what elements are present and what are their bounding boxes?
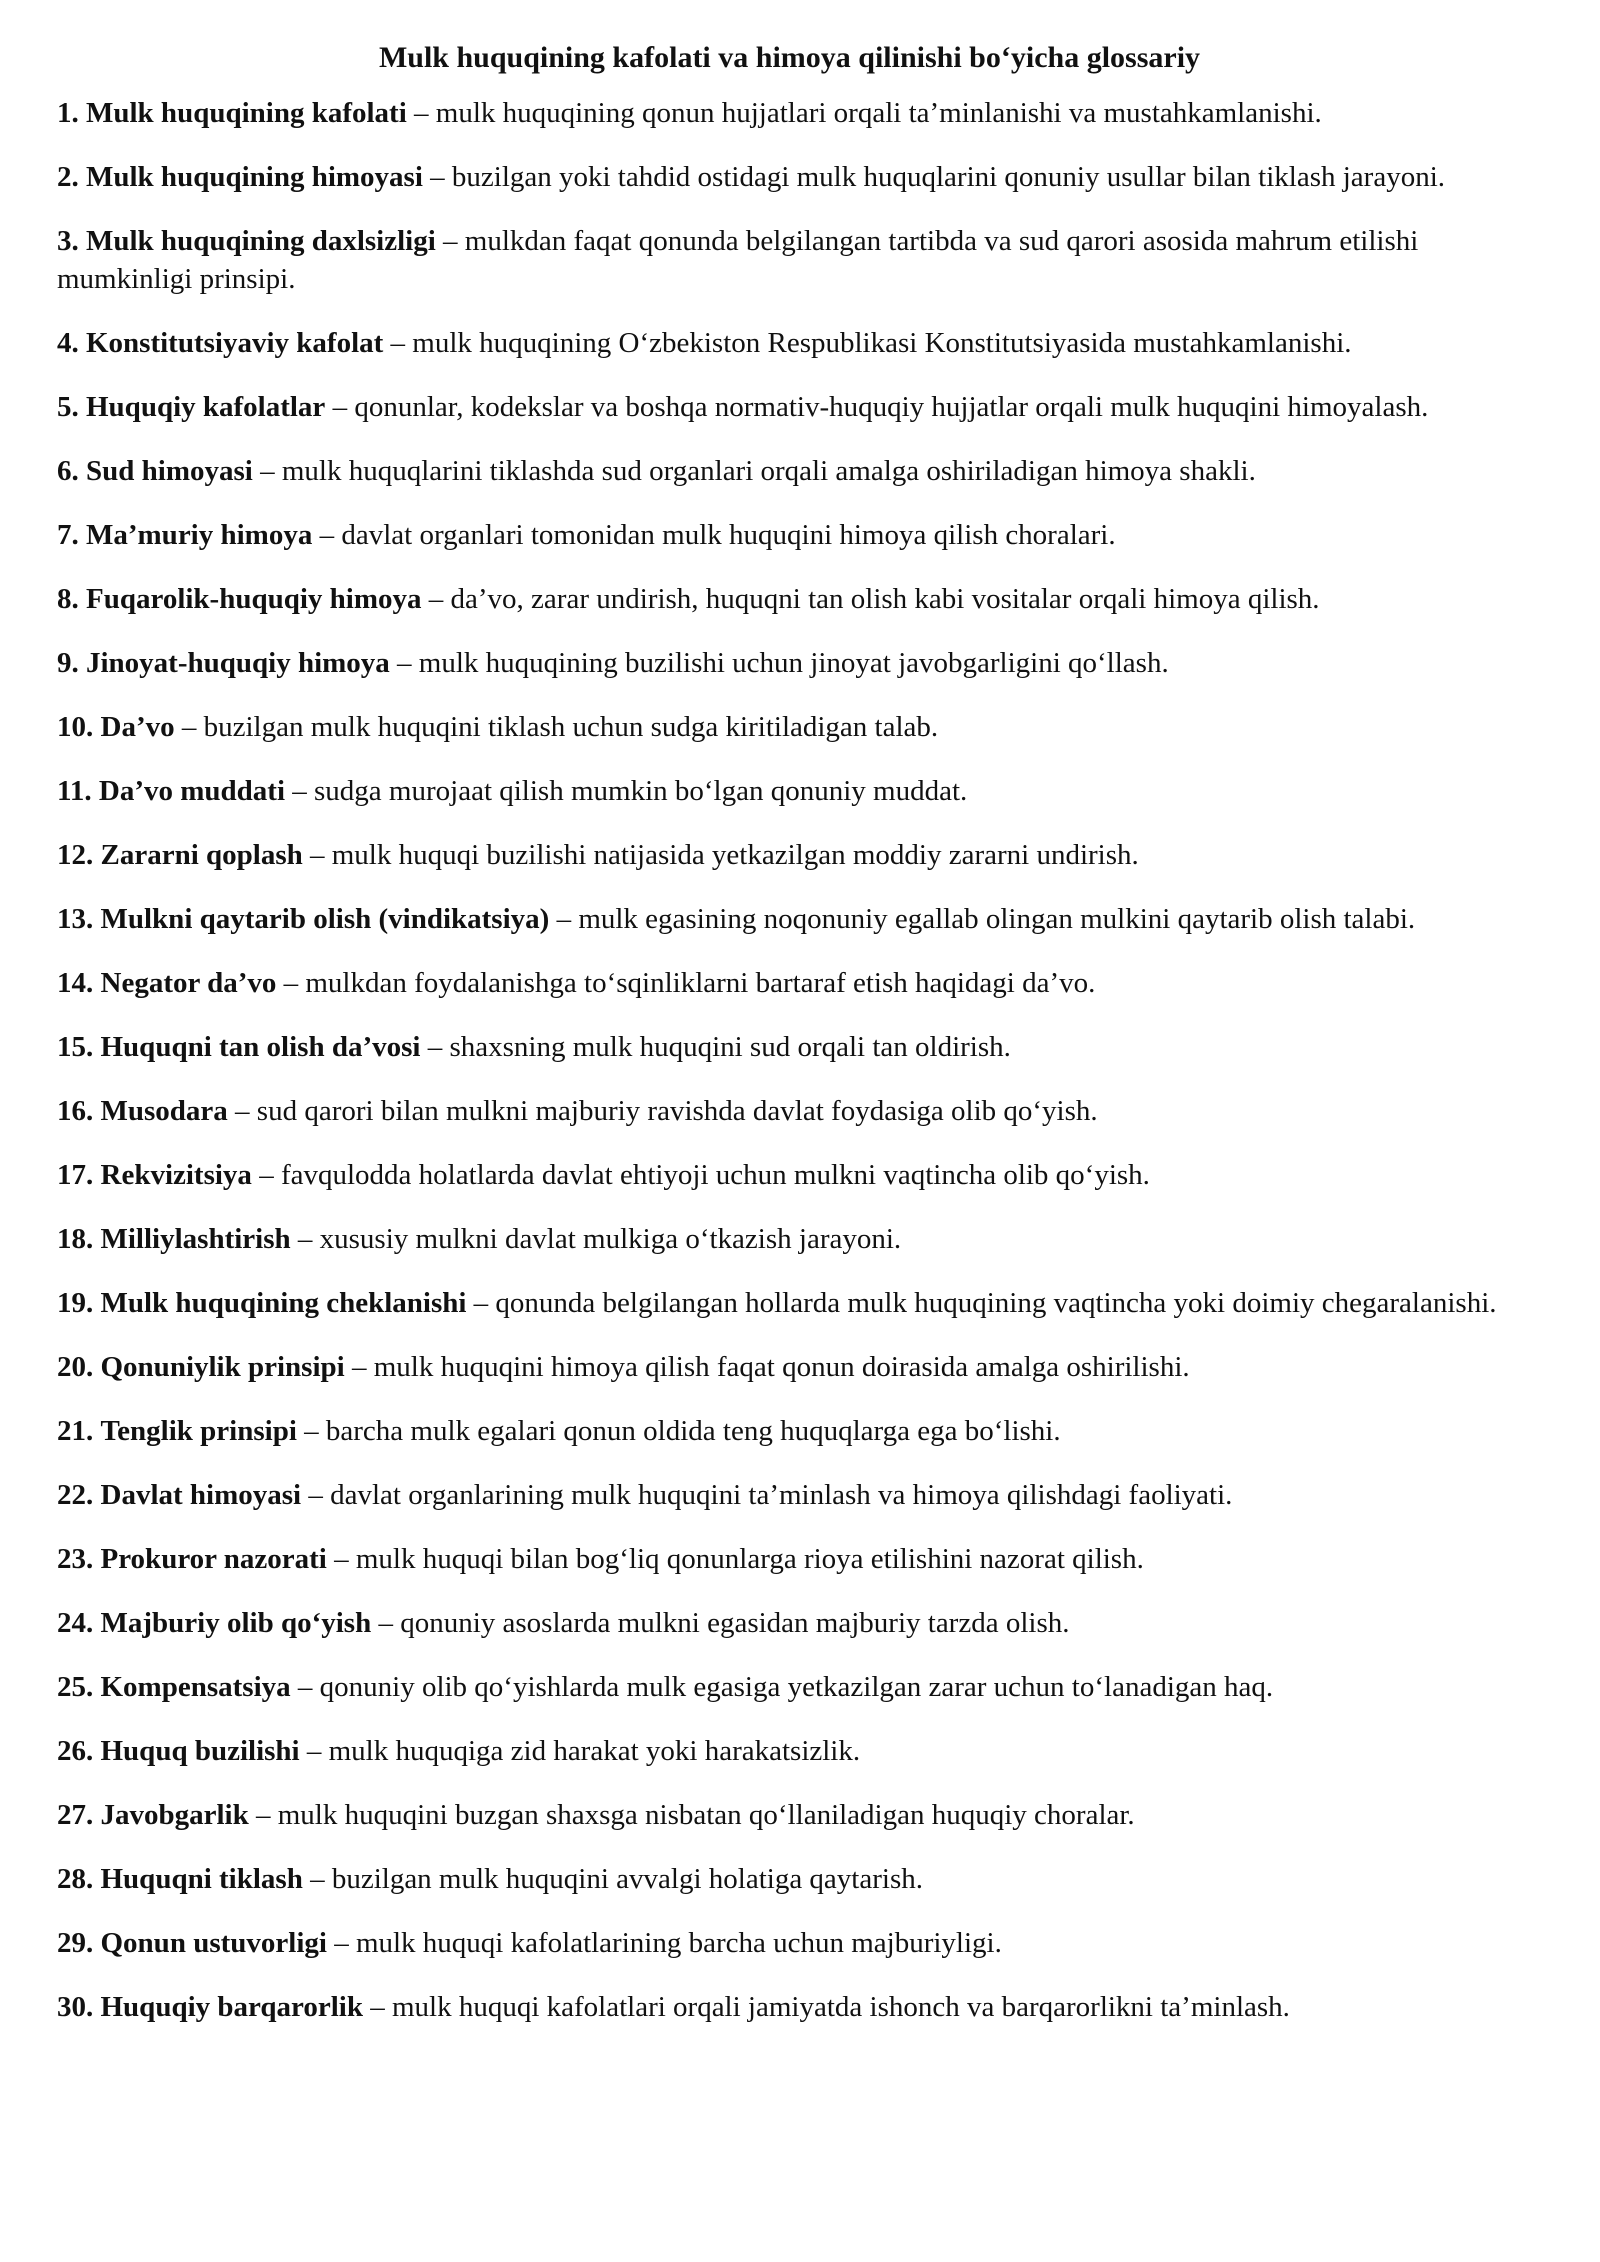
glossary-entry <box>57 1924 1522 1962</box>
entry-number: 11. <box>57 775 92 807</box>
glossary-entry <box>57 158 1522 196</box>
entry-definition: qonunda belgilangan hollarda mulk huquqining vaqtincha yoki doimiy chegaralanishi. <box>495 1287 1497 1319</box>
entry-definition: mulk huquqining qonun hujjatlari orqali taʼminlanishi va mustahkamlanishi. <box>435 97 1322 129</box>
entry-number: 21. <box>57 1415 94 1447</box>
entry-term: Prokuror nazorati <box>100 1543 327 1575</box>
entry-separator: – <box>319 519 335 551</box>
entry-definition: favqulodda holatlarda davlat ehtiyoji uchun mulkni vaqtincha olib qoʻyish. <box>280 1159 1150 1191</box>
entry-definition: mulk huquqini buzgan shaxsga nisbatan qoʻllaniladigan huquqiy choralar. <box>277 1799 1135 1831</box>
entry-term: Javobgarlik <box>100 1799 249 1831</box>
entry-definition: shaxsning mulk huquqini sud orqali tan oldirish. <box>449 1031 1011 1063</box>
entry-number: 30. <box>57 1991 94 2023</box>
glossary-entry <box>57 772 1522 810</box>
entry-separator: – <box>256 1799 271 1831</box>
entry-term: Qonuniylik prinsipi <box>100 1351 345 1383</box>
entry-definition: buzilgan yoki tahdid ostidagi mulk huquqlarini qonuniy usullar bilan tiklash jarayoni. <box>451 161 1445 193</box>
entry-number: 17. <box>57 1159 94 1191</box>
entry-definition: qonuniy asoslarda mulkni egasidan majburiy tarzda olish. <box>400 1607 1070 1639</box>
entry-definition: mulk huquqini himoya qilish faqat qonun doirasida amalga oshirilishi. <box>373 1351 1190 1383</box>
entry-separator: – <box>430 161 445 193</box>
entry-term: Milliylashtirish <box>100 1223 291 1255</box>
entry-number: 22. <box>57 1479 94 1511</box>
glossary-entry <box>57 836 1522 874</box>
entry-number: 8. <box>57 583 79 615</box>
entry-separator: – <box>306 1735 322 1767</box>
entry-definition: mulk huquqlarini tiklashda sud organlari orqali amalga oshiriladigan himoya shakli. <box>281 455 1256 487</box>
entry-definition: mulk huquqining buzilishi uchun jinoyat javobgarligini qoʻllash. <box>418 647 1169 679</box>
entry-definition: mulk egasining noqonuniy egallab olingan mulkini qaytarib olish talabi. <box>578 903 1416 935</box>
entry-term: Tenglik prinsipi <box>100 1415 297 1447</box>
entry-number: 1. <box>57 97 79 129</box>
entry-separator: – <box>473 1287 489 1319</box>
entry-term: Mulk huquqining cheklanishi <box>100 1287 467 1319</box>
entry-definition: mulk huquqi buzilishi natijasida yetkazilgan moddiy zararni undirish. <box>331 839 1139 871</box>
entry-separator: – <box>414 97 429 129</box>
entry-separator: – <box>260 455 275 487</box>
glossary-entry <box>57 1348 1522 1386</box>
glossary-entry <box>57 644 1522 682</box>
glossary-list <box>57 94 1522 2026</box>
entry-separator: – <box>334 1543 349 1575</box>
entry-term: Huquqiy barqarorlik <box>100 1991 363 2023</box>
entry-number: 3. <box>57 225 79 257</box>
entry-separator: – <box>310 1863 325 1895</box>
glossary-entry <box>57 1284 1522 1322</box>
entry-separator: – <box>308 1479 323 1511</box>
entry-term: Majburiy olib qoʻyish <box>100 1607 372 1639</box>
glossary-entry <box>57 1796 1522 1834</box>
glossary-entry <box>57 1156 1522 1194</box>
entry-term: Jinoyat-huquqiy himoya <box>86 647 390 679</box>
entry-definition: mulk huquqiga zid harakat yoki harakatsizlik. <box>328 1735 861 1767</box>
entry-definition: mulk huquqi kafolatlarining barcha uchun majburiyligi. <box>355 1927 1002 1959</box>
glossary-entry <box>57 1476 1522 1514</box>
glossary-entry <box>57 222 1522 298</box>
entry-term: Rekvizitsiya <box>100 1159 252 1191</box>
entry-definition: buzilgan mulk huquqini avvalgi holatiga qaytarish. <box>331 1863 923 1895</box>
entry-separator: – <box>304 1415 319 1447</box>
glossary-entry <box>57 1732 1522 1770</box>
entry-term: Huquq buzilishi <box>100 1735 300 1767</box>
entry-term: Huquqni tiklash <box>100 1863 303 1895</box>
entry-separator: – <box>428 583 444 615</box>
entry-definition: davlat organlarining mulk huquqini taʼminlash va himoya qilishdagi faoliyati. <box>330 1479 1233 1511</box>
entry-number: 24. <box>57 1607 94 1639</box>
entry-number: 15. <box>57 1031 94 1063</box>
entry-definition: sud qarori bilan mulkni majburiy ravishda davlat foydasiga olib qoʻyish. <box>256 1095 1098 1127</box>
entry-term: Huquqiy kafolatlar <box>86 391 326 423</box>
glossary-entry <box>57 1220 1522 1258</box>
entry-definition: xususiy mulkni davlat mulkiga oʻtkazish jarayoni. <box>319 1223 902 1255</box>
entry-term: Mulk huquqining daxlsizligi <box>86 225 436 257</box>
glossary-entry <box>57 580 1522 618</box>
entry-number: 23. <box>57 1543 94 1575</box>
entry-number: 29. <box>57 1927 94 1959</box>
entry-term: Mulk huquqining kafolati <box>86 97 407 129</box>
entry-term: Zararni qoplash <box>100 839 303 871</box>
glossary-entry <box>57 1092 1522 1130</box>
entry-separator: – <box>310 839 325 871</box>
entry-definition: mulkdan faqat qonunda belgilangan tartibda va sud qarori asosida mahrum etilishi mumkinligi prinsipi. <box>57 225 1419 295</box>
entry-term: Davlat himoyasi <box>100 1479 302 1511</box>
entry-term: Fuqarolik-huquqiy himoya <box>86 583 422 615</box>
entry-definition: mulk huquqi bilan bogʻliq qonunlarga rioya etilishini nazorat qilish. <box>355 1543 1144 1575</box>
entry-separator: – <box>297 1671 313 1703</box>
entry-definition: daʼvo, zarar undirish, huquqni tan olish kabi vositalar orqali himoya qilish. <box>450 583 1320 615</box>
entry-separator: – <box>259 1159 274 1191</box>
glossary-entry <box>57 94 1522 132</box>
entry-number: 6. <box>57 455 79 487</box>
glossary-entry <box>57 1540 1522 1578</box>
entry-number: 13. <box>57 903 94 935</box>
entry-definition: mulk huquqining Oʻzbekiston Respublikasi Konstitutsiyasida mustahkamlanishi. <box>412 327 1352 359</box>
entry-separator: – <box>397 647 412 679</box>
entry-number: 18. <box>57 1223 94 1255</box>
entry-number: 14. <box>57 967 94 999</box>
entry-separator: – <box>556 903 572 935</box>
entry-term: Kompensatsiya <box>100 1671 291 1703</box>
entry-term: Musodara <box>100 1095 228 1127</box>
glossary-entry <box>57 1604 1522 1642</box>
entry-number: 5. <box>57 391 79 423</box>
entry-separator: – <box>427 1031 443 1063</box>
glossary-entry <box>57 708 1522 746</box>
entry-definition: barcha mulk egalari qonun oldida teng huquqlarga ega boʻlishi. <box>325 1415 1061 1447</box>
entry-separator: – <box>378 1607 393 1639</box>
entry-separator: – <box>370 1991 385 2023</box>
entry-separator: – <box>351 1351 367 1383</box>
entry-term: Daʼvo <box>100 711 175 743</box>
entry-number: 25. <box>57 1671 94 1703</box>
glossary-entry <box>57 452 1522 490</box>
entry-term: Konstitutsiyaviy kafolat <box>86 327 384 359</box>
entry-definition: qonuniy olib qoʻyishlarda mulk egasiga yetkazilgan zarar uchun toʻlanadigan haq. <box>319 1671 1274 1703</box>
glossary-entry <box>57 1860 1522 1898</box>
entry-term: Negator daʼvo <box>100 967 277 999</box>
entry-term: Huquqni tan olish daʼvosi <box>100 1031 421 1063</box>
entry-number: 4. <box>57 327 79 359</box>
entry-separator: – <box>297 1223 313 1255</box>
entry-term: Maʼmuriy himoya <box>86 519 313 551</box>
document-title: Mulk huquqining kafolati va himoya qilinishi boʻyicha glossariy <box>378 41 1201 74</box>
entry-definition: buzilgan mulk huquqini tiklash uchun sudga kiritiladigan talab. <box>203 711 939 743</box>
glossary-entry <box>57 900 1522 938</box>
entry-term: Qonun ustuvorligi <box>100 1927 327 1959</box>
entry-number: 9. <box>57 647 79 679</box>
entry-separator: – <box>292 775 307 807</box>
entry-number: 16. <box>57 1095 94 1127</box>
glossary-entry <box>57 388 1522 426</box>
glossary-entry <box>57 516 1522 554</box>
entry-definition: qonunlar, kodekslar va boshqa normativ-huquqiy hujjatlar orqali mulk huquqini himoyalash. <box>354 391 1429 423</box>
glossary-entry <box>57 324 1522 362</box>
entry-number: 10. <box>57 711 94 743</box>
entry-number: 2. <box>57 161 79 193</box>
glossary-entry <box>57 1988 1522 2026</box>
entry-number: 12. <box>57 839 94 871</box>
entry-separator: – <box>283 967 299 999</box>
entry-term: Sud himoyasi <box>86 455 253 487</box>
entry-definition: sudga murojaat qilish mumkin boʻlgan qonuniy muddat. <box>314 775 968 807</box>
entry-separator: – <box>443 225 458 257</box>
glossary-entry <box>57 1668 1522 1706</box>
glossary-entry <box>57 964 1522 1002</box>
entry-number: 28. <box>57 1863 94 1895</box>
entry-number: 20. <box>57 1351 94 1383</box>
entry-number: 19. <box>57 1287 94 1319</box>
entry-separator: – <box>390 327 406 359</box>
entry-number: 7. <box>57 519 79 551</box>
entry-separator: – <box>181 711 197 743</box>
entry-definition: davlat organlari tomonidan mulk huquqini himoya qilish choralari. <box>341 519 1116 551</box>
glossary-entry <box>57 1412 1522 1450</box>
entry-separator: – <box>334 1927 349 1959</box>
entry-number: 27. <box>57 1799 94 1831</box>
glossary-entry <box>57 1028 1522 1066</box>
entry-separator: – <box>235 1095 250 1127</box>
entry-term: Mulk huquqining himoyasi <box>86 161 423 193</box>
entry-definition: mulkdan foydalanishga toʻsqinliklarni bartaraf etish haqidagi daʼvo. <box>305 967 1096 999</box>
entry-separator: – <box>332 391 348 423</box>
entry-term: Daʼvo muddati <box>98 775 286 807</box>
entry-number: 26. <box>57 1735 94 1767</box>
entry-term: Mulkni qaytarib olish (vindikatsiya) <box>100 903 550 935</box>
entry-definition: mulk huquqi kafolatlari orqali jamiyatda ishonch va barqarorlikni taʼminlash. <box>391 1991 1290 2023</box>
